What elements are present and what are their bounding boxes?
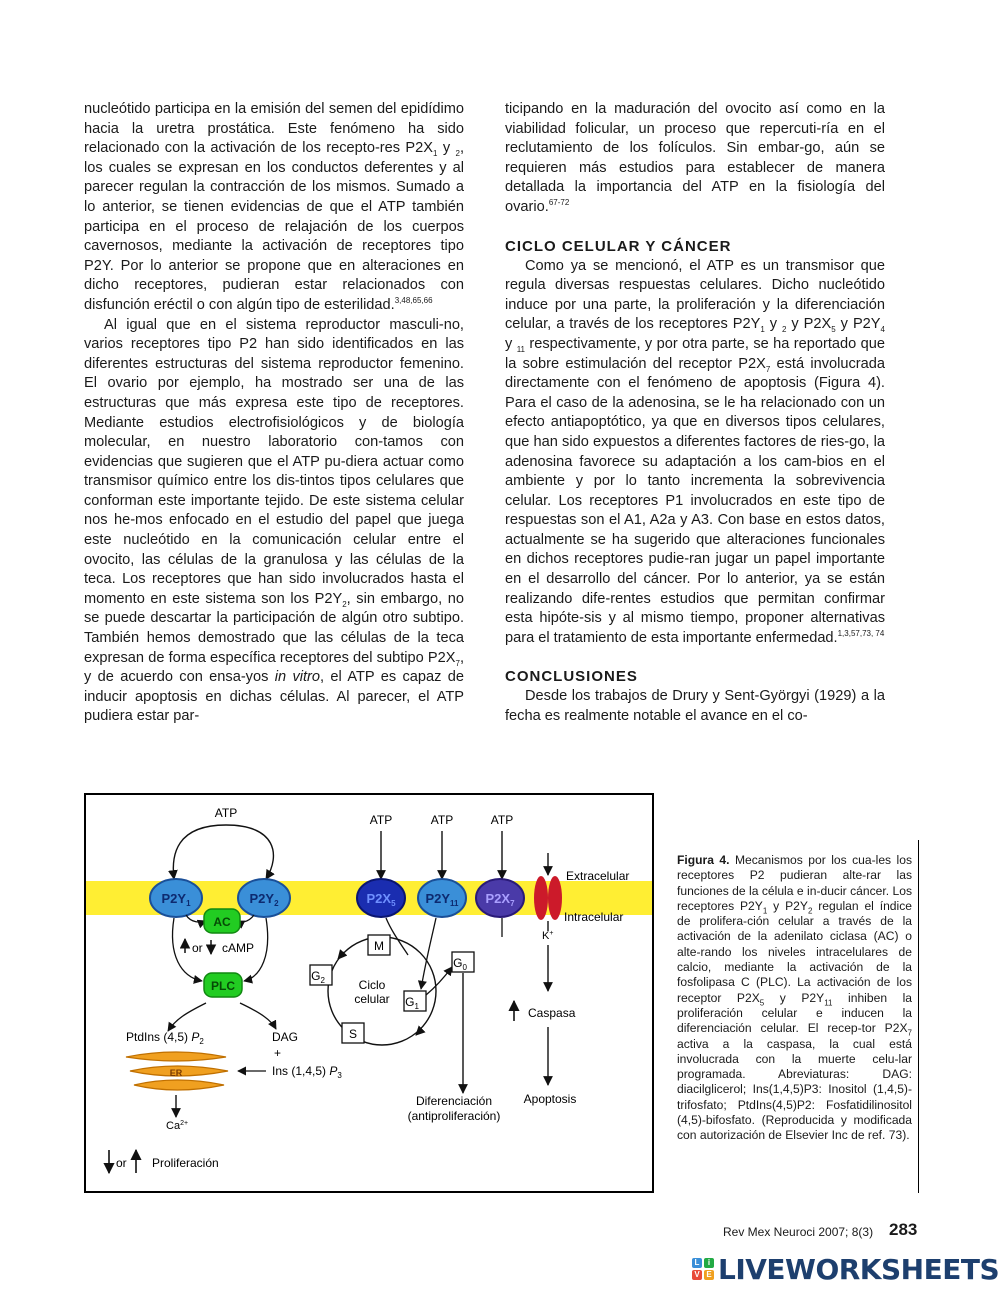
ins-label: Ins (1,4,5) $P_3$ bbox=[272, 1064, 342, 1080]
svg-text:(antiproliferación): (antiproliferación) bbox=[407, 1109, 501, 1123]
ptdins-label: PtdIns (4,5) $P_2$ bbox=[126, 1030, 204, 1046]
svg-text:P2Y2: $P2Y_2$ bbox=[249, 891, 279, 908]
diferenciacion-label: Diferenciación bbox=[415, 1094, 493, 1108]
svg-text:S: S bbox=[348, 1027, 358, 1041]
svg-text:+: + bbox=[274, 1046, 282, 1060]
right-paragraph-2: Como ya se mencionó, el ATP es un transmisor que regula diversas respuestas celulares. Dicho nucleótido induce por una parte, la proliferación y la diferenciación celular, a través de los receptores $P2Y_1$ y $_2$ y $P2X_5$ y $P2Y_4$ y $_{11}$ respectivamente, y por otra parte, se ha reportado que la sobre estimulación del receptor $P2X_7$ está involucrada directamente con el fenómeno de apoptosis (Figura 4). Para el caso de la adenosina, se le ha relacionado con un efecto antiapoptótico, ya que en diversos tipos celulares, que han sido expuestos a diferentes factores de ries-go, la adenosina favorece su adaptación a los cam-bios en el ambiente y por lo tanto incrementa la sobrevivencia celular. Los receptores P1 involucrados en este tipo de respuestas son el A1, A2a y A3. Con base en estos datos, actualmente se ha sugerido que alteraciones funcionales en dichos receptores pudie-ran jugar un papel importante en el desarrollo del cáncer. Por lo anterior, ya se están realizando dife-rentes estudios que permitan confirmar esta hipóte-sis y al mismo tiempo, proponer alternativas para el tratamiento de esta importante enfermedad.$^{1,3,57,73, 74}$ bbox=[505, 257, 885, 646]
svg-text:PLC: PLC bbox=[211, 979, 235, 993]
left-paragraph-2: Al igual que en el sistema reproductor masculi-no, varios receptores tipo P2 han sido identificados en las diferentes estructuras del sistema reproductor femenino. El ovario por ejemplo, ha mostrado ser una de las estructuras que más expresa este tipo de receptores. Mediante estudios electrofisiológicos y de biología molecular, en nuestro laboratorio con-tamos con evidencias que sugieren que el ATP pu-diera actuar como transmisor químico entre los dis-tintos tipos celulares que conforman este importante tejido. De este sistema celular nos he-mos enfocado en el estudio del papel que juega este nucleótido en la comunicación celular entre el ovocito, las células de la granulosa y las células de la teca. Los receptores que han sido involucrados hasta el momento en este sistema son los $P2Y_2$, sin embargo, no se puede descartar la participación de algún otro subtipo. También hemos demostrado que las células de la teca expresan de forma específica receptores del subtipo $P2X_7$, y de acuerdo con ensa-yos in vitro, el ATP es capaz de inducir apoptosis en dichas células. Al parecer, el ATP pudiera estar par- bbox=[84, 316, 464, 725]
intracelular-label: Intracelular bbox=[564, 910, 624, 924]
svg-text:G2: $G_2$ bbox=[311, 969, 325, 985]
svg-text:P2Y11: $P2Y_{11}$ bbox=[425, 891, 459, 908]
proliferacion-label: Proliferación bbox=[152, 1156, 219, 1170]
figure-diagram bbox=[86, 795, 652, 1191]
svg-text:G0: $G_0$ bbox=[453, 956, 467, 972]
section-heading-ciclo: CICLO CELULAR Y CÁNCER bbox=[505, 237, 732, 255]
svg-text:P2X5: $P2X_5$ bbox=[366, 891, 396, 908]
ciclo-label: Ciclo bbox=[358, 978, 386, 992]
liveworksheets-wordmark: LIVEWORKSHEETS bbox=[718, 1252, 1000, 1286]
right-paragraph-3: Desde los trabajos de Drury y Sent-Györgyi (1929) a la fecha es realmente notable el avance en el co- bbox=[505, 688, 885, 725]
caption-divider bbox=[918, 840, 919, 1193]
svg-text:or: or bbox=[116, 1156, 127, 1170]
liveworksheets-icon: L i V E bbox=[692, 1258, 714, 1280]
calcium-label: $Ca^{2+}$ bbox=[166, 1120, 189, 1132]
camp-label: cAMP bbox=[222, 941, 255, 955]
svg-text:P2Y1: $P2Y_1$ bbox=[161, 891, 191, 908]
atp-label-1: ATP bbox=[369, 813, 393, 827]
section-heading-conclusiones: CONCLUSIONES bbox=[505, 668, 638, 686]
atp-label-2: ATP bbox=[430, 813, 454, 827]
left-column bbox=[84, 100, 464, 727]
caspasa-label: Caspasa bbox=[528, 1006, 576, 1020]
apoptosis-label: Apoptosis bbox=[523, 1092, 577, 1106]
journal-citation: Rev Mex Neuroci 2007; 8(3) bbox=[723, 1225, 874, 1239]
k-plus-label: K+ bbox=[542, 930, 554, 942]
svg-text:P2X7: $P2X_7$ bbox=[485, 891, 515, 908]
svg-text:or: or bbox=[192, 941, 203, 955]
svg-text:G1: $G_1$ bbox=[405, 995, 419, 1011]
extracelular-label: Extracelular bbox=[566, 869, 630, 883]
right-column bbox=[505, 100, 885, 727]
right-paragraph-1: ticipando en la maduración del ovocito así como en la viabilidad folicular, un proceso que repercuti-ría en el reclutamiento de los folículos. Sin embar-go, aún se requieren más estudios para establecer de manera detallada la importancia del ATP en la fisiología del ovario.$^{67-72}$ bbox=[505, 101, 885, 215]
figure-caption: Figura 4. Mecanismos por los cua-les los receptores P2 pudieran alte-rar las funciones de la célula e in-ducir cáncer. Los receptores $P2Y_1$ y $P2Y_2$ regulan el índice de prolifera-ción celular a través de la activación de la adenilato ciclasa (AC) o alte-rando los niveles intracelulares de calcio, mediante la activación de la fosfolipasa C (PLC). La activación de los receptor $P2X_5$ y $P2Y_{11}$ inhiben la proliferación celular e inducen la diferenciación celular. El recep-tor $P2X_7$ activa a la caspasa, la cual está involucrada con la muerte celu-lar programada. Abreviaturas: DAG: diacilglicerol; Ins(1,4,5)P3: Inositol (1,4,5)-trifosfato; PtdIns(4,5)P2: Fosfatidilinositol (4,5)-bifosfato. (Reproducida y modificada con autorización de Elsevier Inc de ref. 73). bbox=[677, 853, 912, 1143]
liveworksheets-logo bbox=[692, 1254, 999, 1284]
svg-text:AC: AC bbox=[213, 915, 231, 929]
svg-text:celular: celular bbox=[354, 992, 390, 1006]
page-number: 283 bbox=[889, 1220, 918, 1239]
atp-label-top: ATP bbox=[214, 806, 238, 820]
figure-4 bbox=[84, 793, 654, 1193]
svg-text:ER: ER bbox=[169, 1068, 183, 1078]
left-paragraph-1: nucleótido participa en la emisión del semen del epidídimo hacia la uretra prostática. Este fenómeno ha sido relacionado con la activación de los recepto-res $P2X_1$ y $_2$, los cuales se expresan en los conductos deferentes y al parecer regulan la contracción de los mismos. Sumado a lo anterior, se tienen evidencias de que el ATP también participa en el proceso de relajación de los cuerpos cavernosos, mediante la activación de receptores tipo P2Y. Por lo anterior se propone que en alteraciones en dicho receptores, pudieran estar relacionados con disfunción eréctil o con algún tipo de esterilidad.$^{3,48,65,66}$ bbox=[84, 101, 465, 313]
svg-text:M: M bbox=[374, 939, 384, 953]
dag-label: DAG bbox=[272, 1030, 299, 1044]
atp-label-3: ATP bbox=[490, 813, 514, 827]
